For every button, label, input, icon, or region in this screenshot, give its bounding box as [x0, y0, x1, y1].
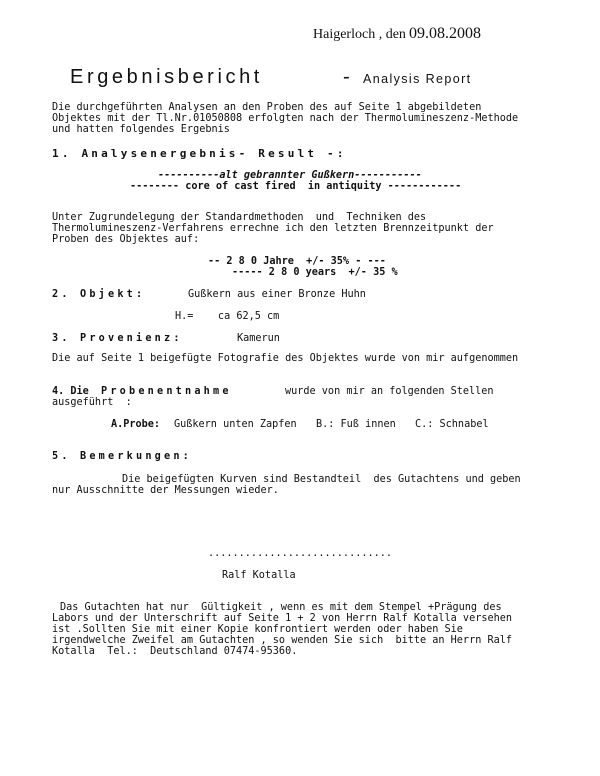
intro-line: und hatten folgendes Ergebnis — [52, 124, 230, 135]
result-de: ----------alt gebrannter Gußkern----------- — [158, 170, 422, 181]
footer-line: ist .Sollten Sie mit einer Kopie konfrontiert werden oder haben Sie — [52, 624, 463, 635]
remark-line: Die beigefügten Kurven sind Bestandteil des Gutachtens und geben — [122, 474, 521, 485]
title-dash: - — [343, 66, 350, 88]
provenance-value: Kamerun — [237, 333, 280, 344]
intro-line: Die durchgeführten Analysen an den Proben des auf Seite 1 abgebildeten — [52, 102, 482, 113]
sampling-text: wurde von mir an folgenden Stellen — [285, 386, 494, 397]
footer-line: Labors und der Unterschrift auf Seite 1 + 2 von Herrn Ralf Kotalla versehen — [52, 613, 513, 624]
probe-a-label: A.Probe: — [111, 419, 161, 430]
object-description: Gußkern aus einer Bronze Huhn — [188, 289, 366, 300]
section-heading-sampling-num: 4. Die — [52, 386, 89, 397]
probe-c: C.: Schnabel — [415, 419, 489, 430]
section-heading-object: 2. Objekt: — [52, 289, 146, 300]
age-result-de: -- 2 8 0 Jahre +/- 35% - --- — [208, 256, 386, 267]
section-heading-remarks: 5. Bemerkungen: — [52, 451, 193, 462]
section-heading-sampling: Probenentnahme — [101, 386, 232, 397]
probe-a: Gußkern unten Zapfen — [174, 419, 297, 430]
report-title: Ergebnisbericht — [70, 66, 263, 88]
method-line: Thermolumineszenz-Verfahrens errechne ich den letzten Brennzeitpunkt der — [52, 223, 494, 234]
age-result-en: ----- 2 8 0 years +/- 35 % — [232, 267, 398, 278]
result-en: -------- core of cast fired in antiquity ------------ — [130, 181, 462, 192]
report-date: 09.08.2008 — [409, 25, 481, 42]
object-height: H.= ca 62,5 cm — [175, 311, 280, 322]
intro-line: Objektes mit der Tl.Nr.01050808 erfolgten nach der Thermolumineszenz-Methode — [52, 113, 519, 124]
footer-line: Das Gutachten hat nur Gültigkeit , wenn es mit dem Stempel +Prägung des — [60, 602, 502, 613]
section-heading-result: 1. Analysenergebnis- Result -: — [52, 147, 347, 160]
place-label: Haigerloch , den — [313, 27, 406, 42]
signature-line: .............................. — [208, 548, 393, 559]
method-line: Proben des Objektes auf: — [52, 234, 200, 245]
photo-note: Die auf Seite 1 beigefügte Fotografie des Objektes wurde von mir aufgenommen — [52, 353, 519, 364]
section-heading-provenance: 3. Provenienz: — [52, 333, 183, 344]
report-subtitle: Analysis Report — [363, 72, 472, 86]
footer-line: irgendwelche Zweifel am Gutachten , so wenden Sie sich bitte an Herrn Ralf — [52, 635, 513, 646]
method-line: Unter Zugrundelegung der Standardmethoden und Techniken des — [52, 212, 427, 223]
signer-name: Ralf Kotalla — [222, 570, 296, 581]
probe-b: B.: Fuß innen — [316, 419, 396, 430]
footer-line: Kotalla Tel.: Deutschland 07474-95360. — [52, 646, 298, 657]
remark-line: nur Ausschnitte der Messungen wieder. — [52, 485, 279, 496]
sampling-text-cont: ausgeführt : — [52, 397, 132, 408]
